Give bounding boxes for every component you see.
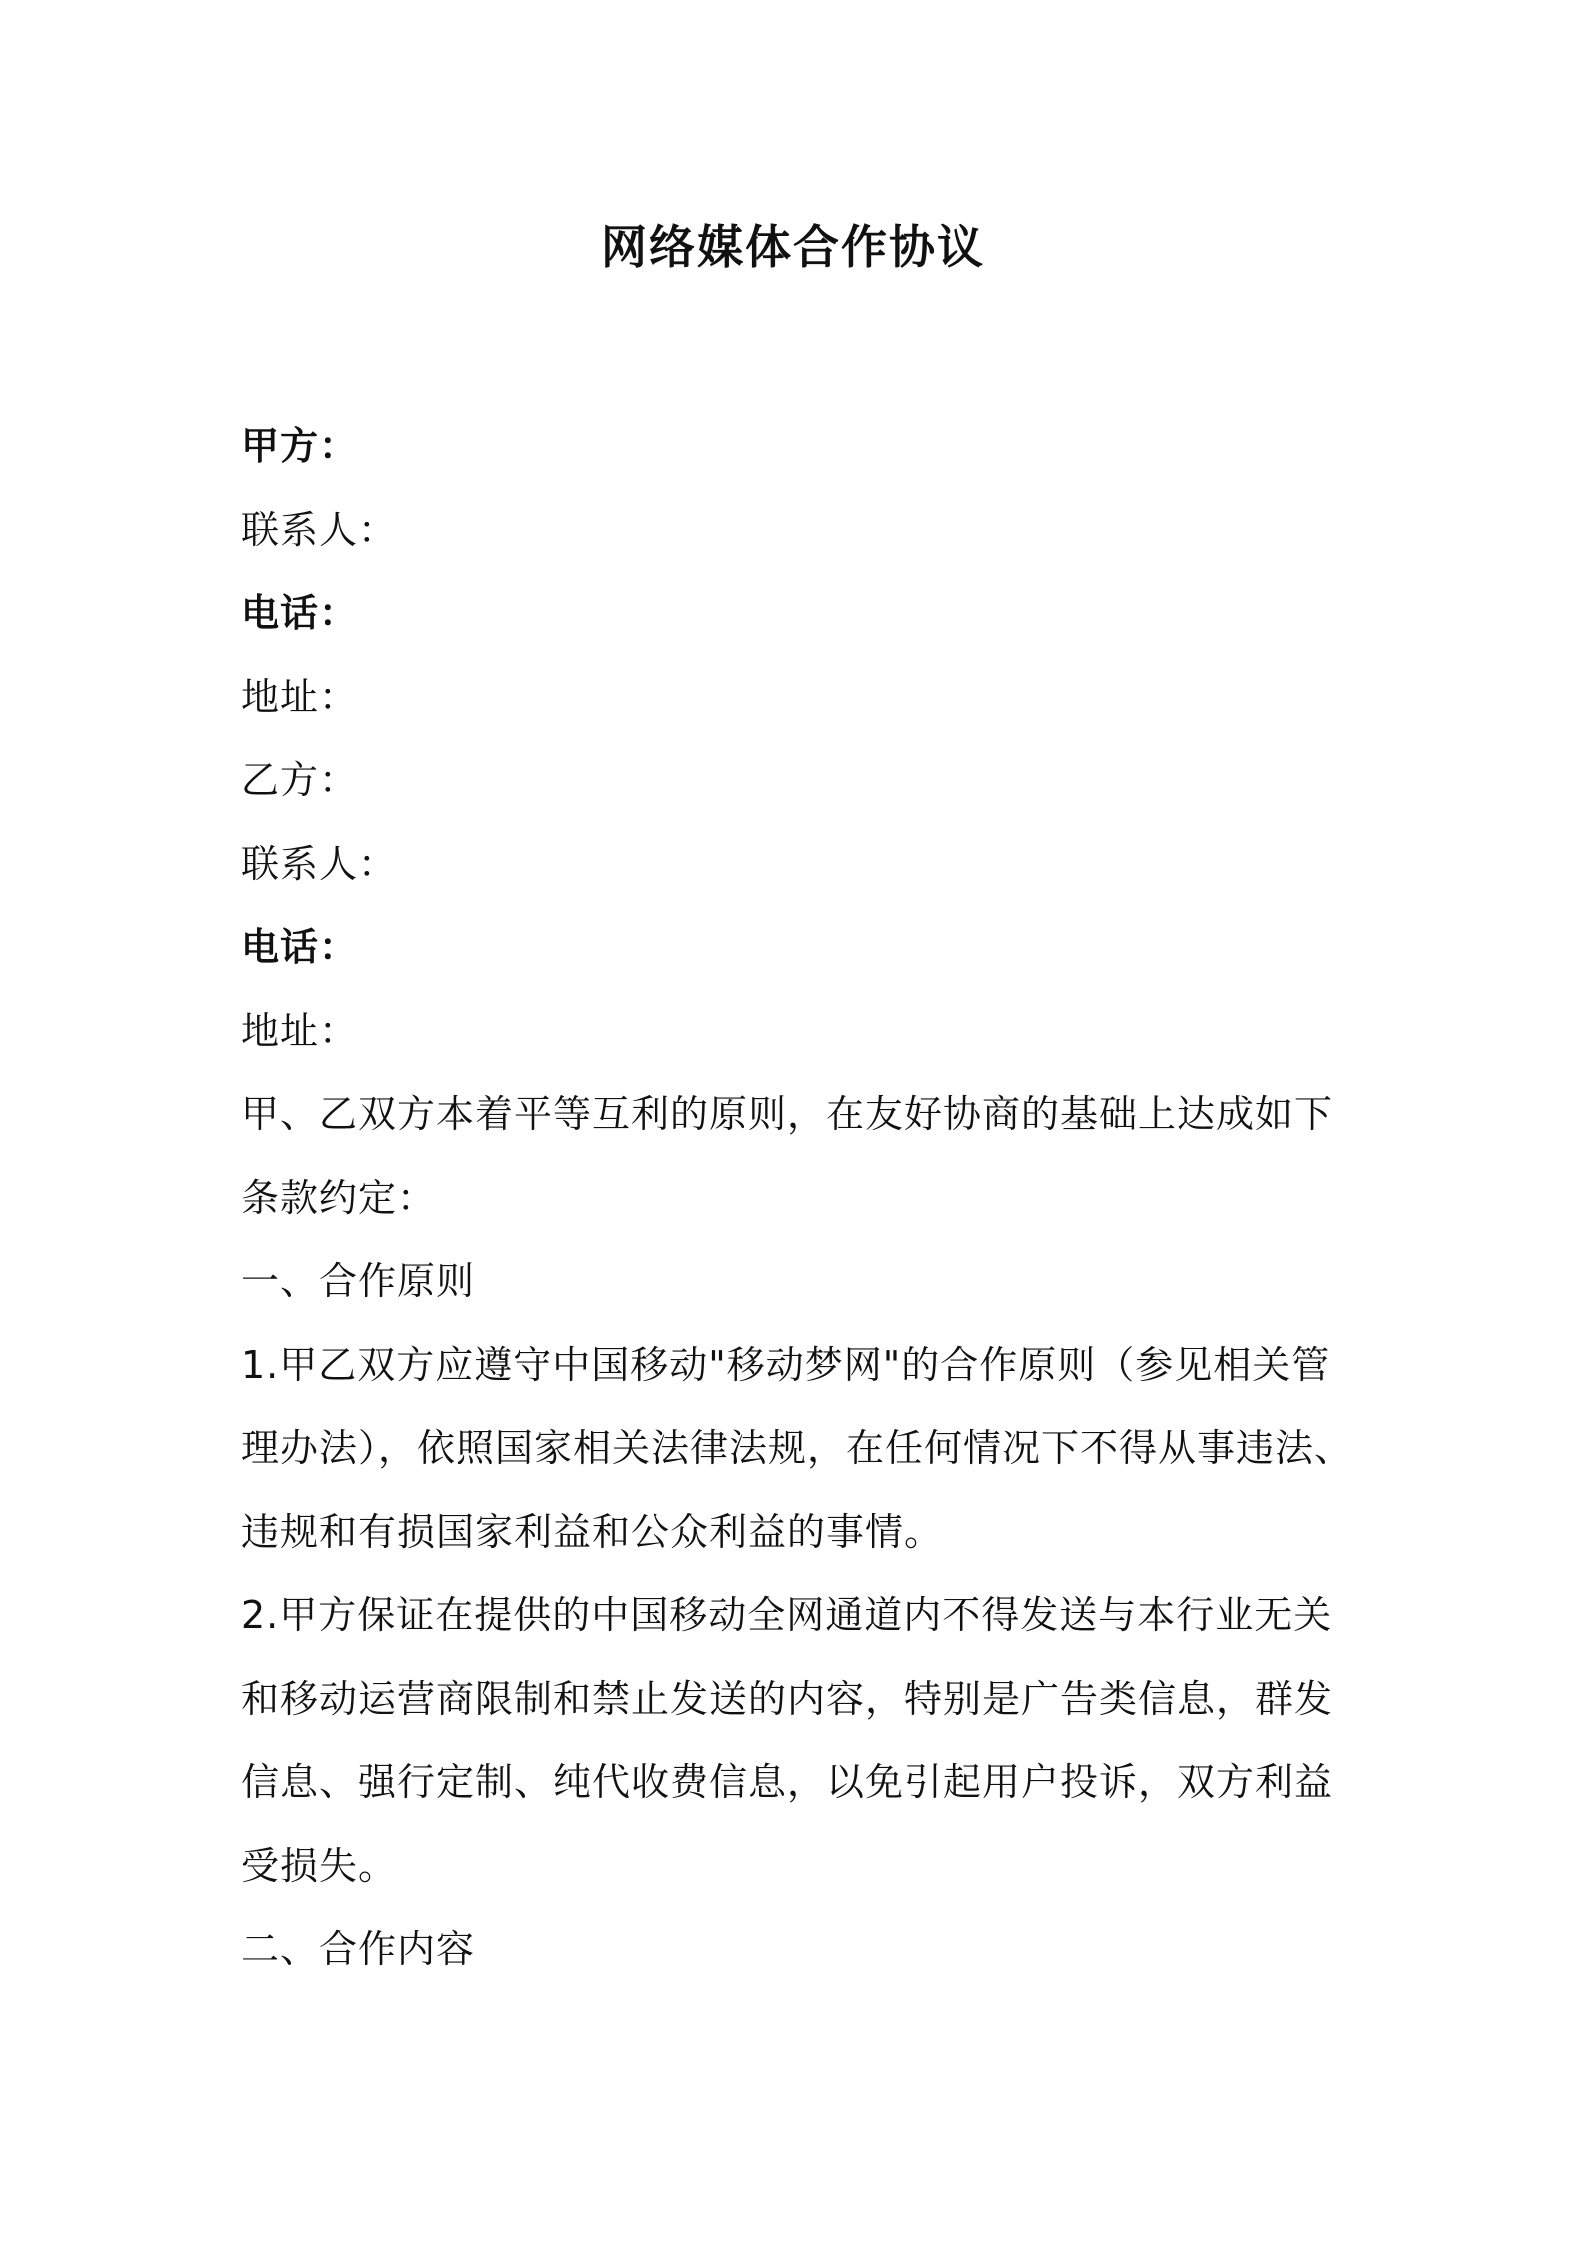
party-b-phone: 电话： <box>241 925 359 969</box>
party-b-contact: 联系人： <box>241 841 398 886</box>
document-title: 网络媒体合作协议 <box>601 220 985 274</box>
document-body <box>241 405 1371 1992</box>
section-1-item-1: 1.甲乙双方应遵守中国移动"移动梦网"的合作原则（参见相关管理办法），依照国家相关法律法规，在任何情况下不得从事违法、违规和有损国家利益和公众利益的事情。 <box>241 1342 1354 1554</box>
section-1-heading: 一、合作原则 <box>241 1259 476 1303</box>
section-2-heading: 二、合作内容 <box>241 1927 476 1971</box>
party-b-label: 乙方： <box>241 758 359 802</box>
party-a-phone: 电话： <box>241 591 359 635</box>
party-b-address: 地址： <box>241 1008 359 1053</box>
intro-paragraph: 甲、乙双方本着平等互利的原则，在友好协商的基础上达成如下条款约定： <box>241 1092 1334 1220</box>
party-a-address: 地址： <box>241 674 359 719</box>
party-a-label: 甲方： <box>241 424 359 468</box>
section-1-item-2: 2.甲方保证在提供的中国移动全网通道内不得发送与本行业无关和移动运营商限制和禁止发送的内容，特别是广告类信息，群发信息、强行定制、纯代收费信息，以免引起用户投诉，双方利益受损失。 <box>241 1593 1334 1888</box>
party-a-contact: 联系人： <box>241 507 398 552</box>
